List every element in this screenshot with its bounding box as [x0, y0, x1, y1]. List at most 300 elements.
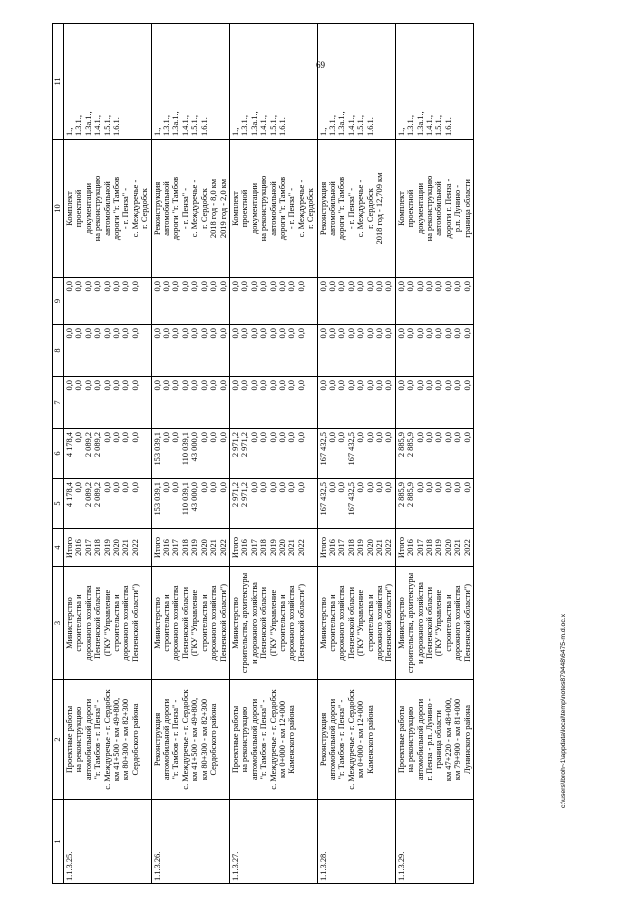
cell-line: 1.4.1.,	[93, 115, 103, 136]
cell-line: 0,0	[93, 328, 103, 339]
indicator-codes-cell	[151, 24, 229, 140]
cell-line: Пензенской области")	[462, 583, 472, 663]
cell-line: 0,0	[259, 482, 269, 493]
cell-line: 0,0	[327, 380, 337, 391]
cell-line: 0,0	[365, 432, 375, 443]
amount-c8-cell	[151, 325, 229, 377]
cell-line: 2 089,2	[93, 432, 103, 458]
cell-line: 2016	[406, 539, 416, 556]
cell-line: 1.3а.1.,	[171, 111, 181, 136]
cell-line: 0,0	[318, 380, 328, 391]
cell-line: 0,0	[346, 328, 356, 339]
cell-line: 0,0	[65, 281, 74, 292]
table-row	[317, 24, 395, 884]
cell-line: 0,0	[230, 328, 240, 339]
cell-line: 0,0	[327, 328, 337, 339]
amount-total-cell	[64, 479, 152, 529]
cell-line: 2018	[93, 539, 103, 556]
cell-line: 1.,	[65, 127, 74, 136]
cell-line: 0,0	[102, 432, 112, 443]
cell-line: 0,0	[415, 281, 425, 292]
cell-line: с. Междуречье -	[296, 179, 306, 238]
cell-line: 1.5.1.,	[268, 115, 278, 136]
cell-line: 0,0	[130, 380, 140, 391]
cell-line: 0,0	[218, 328, 228, 339]
cell-line: 0,0	[277, 432, 287, 443]
cell-line: строительства и	[162, 594, 172, 652]
cell-line: 0,0	[249, 281, 259, 292]
cell-line: Каменского района	[365, 705, 375, 774]
cell-line: 0,0	[268, 328, 278, 339]
year-cell	[395, 529, 473, 567]
cell-line: (ГКУ "Управление	[102, 589, 112, 657]
cell-line: Реконструкция	[318, 712, 328, 767]
cell-line: 0,0	[230, 380, 240, 391]
cell-line: 2019	[356, 539, 366, 556]
cell-line: 1.6.1.	[277, 117, 287, 136]
cell-line: (ГКУ "Управление	[356, 589, 366, 657]
cell-line: 0,0	[268, 482, 278, 493]
cell-line: 1.3а.1.,	[337, 111, 347, 136]
cell-line: 43 000,0	[190, 432, 200, 462]
amount-c7-cell	[151, 377, 229, 429]
cell-line: 0,0	[296, 328, 306, 339]
work-name-cell	[151, 680, 229, 800]
cell-line: 0,0	[296, 281, 306, 292]
cell-line: Реконструкция	[318, 181, 328, 236]
organization-cell	[229, 567, 317, 680]
cell-line: "г. Тамбов - г. Пенза" -	[171, 699, 181, 780]
year-cell	[229, 529, 317, 567]
cell-line: км 0+000 - км 12+000	[356, 700, 366, 779]
cell-line: 2022	[296, 539, 306, 556]
cell-line: 0,0	[425, 380, 435, 391]
cell-line: 0,0	[218, 281, 228, 292]
table-row	[395, 24, 473, 884]
cell-line: 2 885,9	[406, 482, 416, 508]
cell-line: 2 089,2	[83, 432, 93, 458]
cell-line: 0,0	[337, 380, 347, 391]
cell-line: дорожного хозяйства	[375, 585, 384, 661]
cell-line: 0,0	[356, 281, 366, 292]
cell-line: 1.,	[230, 127, 240, 136]
row-id-cell: 1.1.3.27.	[229, 800, 317, 884]
cell-line: документации	[249, 183, 259, 234]
result-description-cell	[317, 140, 395, 278]
cell-line: 1.3а.1.,	[415, 111, 425, 136]
cell-line: 0,0	[240, 380, 250, 391]
cell-line: 0,0	[277, 380, 287, 391]
cell-line: 2019	[268, 539, 278, 556]
table-header	[53, 24, 64, 884]
cell-line: 2019	[434, 539, 444, 556]
cell-line: строительства и	[327, 594, 337, 652]
cell-line: документации	[415, 183, 425, 234]
header-cell: 11	[53, 24, 64, 140]
cell-line: 0,0	[425, 281, 435, 292]
cell-line: 0,0	[384, 432, 394, 443]
amount-c9-cell	[395, 278, 473, 325]
cell-line: 0,0	[384, 281, 394, 292]
cell-line: Пензенской области	[180, 587, 190, 659]
work-name-cell	[317, 680, 395, 800]
cell-line: 0,0	[162, 281, 172, 292]
cell-line: 0,0	[83, 328, 93, 339]
cell-line: 0,0	[180, 380, 190, 391]
cell-line: 0,0	[453, 328, 463, 339]
cell-line: дорожного хозяйства	[209, 585, 219, 661]
cell-line: 0,0	[180, 328, 190, 339]
header-cell: 2	[53, 680, 64, 800]
cell-line: 1.,	[396, 127, 406, 136]
cell-line: с. Междуречье -	[190, 179, 200, 238]
cell-line: 0,0	[365, 328, 375, 339]
cell-line: 0,0	[337, 328, 347, 339]
cell-line: 2 971,2	[230, 482, 240, 508]
cell-line: "г. Тамбов - г. Пенза" -	[93, 699, 103, 780]
program-table	[52, 23, 474, 884]
cell-line: на реконструкцию	[406, 706, 416, 773]
cell-line: Комплект	[230, 191, 240, 226]
header-cell: 9	[53, 278, 64, 325]
cell-line: 0,0	[171, 432, 181, 443]
cell-line: 0,0	[327, 432, 337, 443]
cell-line: 1.5.1.,	[434, 115, 444, 136]
amount-c9-cell	[229, 278, 317, 325]
cell-line: 0,0	[83, 281, 93, 292]
cell-line: - г. Пенза" -	[287, 187, 297, 230]
cell-line: км 80+300 - км 82+300	[199, 698, 209, 781]
cell-line: 2017	[83, 539, 93, 556]
cell-line: 0,0	[171, 380, 181, 391]
amount-c9-cell	[151, 278, 229, 325]
amount-regional-cell	[64, 429, 152, 479]
cell-line: 0,0	[287, 380, 297, 391]
cell-line: 0,0	[327, 281, 337, 292]
cell-line: дорожного хозяйства	[83, 585, 93, 661]
cell-line: 0,0	[415, 482, 425, 493]
cell-line: 0,0	[356, 432, 366, 443]
cell-line: 0,0	[102, 328, 112, 339]
cell-line: 1.6.1.	[199, 117, 209, 136]
cell-line: 1.4.1.,	[259, 115, 269, 136]
cell-line: дороги "г. Тамбов	[112, 176, 122, 241]
cell-line: - г. Пенза" -	[121, 187, 131, 230]
amount-regional-cell	[229, 429, 317, 479]
cell-line: 0,0	[190, 281, 200, 292]
cell-line: 4 178,4	[65, 482, 74, 508]
cell-line: 0,0	[396, 380, 406, 391]
cell-line: автомобильной дороги	[83, 698, 93, 781]
cell-line: 0,0	[240, 328, 250, 339]
cell-line: 0,0	[199, 380, 209, 391]
cell-line: 0,0	[74, 281, 84, 292]
cell-line: 2016	[74, 539, 84, 556]
cell-line: 0,0	[375, 281, 384, 292]
cell-line: 0,0	[406, 380, 416, 391]
cell-line: Проектные работы	[65, 705, 74, 774]
cell-line: 0,0	[277, 281, 287, 292]
cell-line: - г. Пенза" -	[180, 187, 190, 230]
cell-line: Сердобского района	[209, 703, 219, 776]
cell-line: 0,0	[365, 482, 375, 493]
cell-line: 0,0	[199, 281, 209, 292]
organization-cell	[64, 567, 152, 680]
cell-line: км 47+220 - км 48+000,	[443, 697, 453, 782]
cell-line: 0,0	[287, 482, 297, 493]
cell-line: Реконструкция	[152, 712, 162, 767]
cell-line: 2022	[130, 539, 140, 556]
cell-line: Итого	[152, 536, 162, 559]
cell-line: 0,0	[268, 380, 278, 391]
cell-line: 0,0	[337, 432, 347, 443]
cell-line: 0,0	[425, 328, 435, 339]
amount-c9-cell	[317, 278, 395, 325]
cell-line: 0,0	[396, 328, 406, 339]
cell-line: 0,0	[209, 328, 219, 339]
amount-regional-cell	[151, 429, 229, 479]
cell-line: автомобильной дороги	[327, 698, 337, 781]
header-cell: 4	[53, 529, 64, 567]
cell-line: на реконструкцию	[240, 706, 250, 773]
cell-line: 167 432,5	[346, 482, 356, 516]
cell-line: 0,0	[102, 380, 112, 391]
table-row	[151, 24, 229, 884]
work-name-cell	[395, 680, 473, 800]
cell-line: с. Междуречье - г. Сердобск	[180, 689, 190, 790]
row-id-cell: 1.1.3.29.	[395, 800, 473, 884]
cell-line: 0,0	[199, 432, 209, 443]
cell-line: км 79+900 - км 81+000	[453, 698, 463, 781]
cell-line: автомобильной дороги	[162, 698, 172, 781]
cell-line: 2021	[287, 539, 297, 556]
cell-line: 2020	[443, 539, 453, 556]
cell-line: Министерство	[318, 597, 328, 649]
cell-line: 4 178,4	[65, 432, 74, 458]
cell-line: км 41+500 - км 49+800,	[190, 697, 200, 782]
cell-line: 1.3.1.,	[240, 115, 250, 136]
cell-line: 0,0	[121, 380, 131, 391]
amount-c8-cell	[64, 325, 152, 377]
amount-total-cell	[317, 479, 395, 529]
cell-line: с. Междуречье -	[356, 179, 366, 238]
cell-line: Пензенской области	[425, 587, 435, 659]
cell-line: 2018	[259, 539, 269, 556]
indicator-codes-cell	[64, 24, 152, 140]
cell-line: 0,0	[93, 380, 103, 391]
cell-line: Проектные работы	[396, 705, 406, 774]
cell-line: 1.6.1.	[112, 117, 122, 136]
row-id-cell: 1.1.3.28.	[317, 800, 395, 884]
result-description-cell	[395, 140, 473, 278]
cell-line: 2 971,2	[240, 432, 250, 458]
cell-line: 0,0	[384, 380, 394, 391]
cell-line: 1.4.1.,	[425, 115, 435, 136]
cell-line: 0,0	[453, 482, 463, 493]
cell-line: 167 432,5	[318, 482, 328, 516]
cell-line: 0,0	[415, 432, 425, 443]
cell-line: Комплект	[65, 191, 74, 226]
cell-line: 0,0	[162, 328, 172, 339]
cell-line: строительства, архитектуры	[406, 572, 416, 674]
cell-line: 0,0	[199, 482, 209, 493]
cell-line: автомобильной	[268, 181, 278, 236]
cell-line: автомобильной дороги	[415, 698, 425, 781]
cell-line: 0,0	[190, 328, 200, 339]
cell-line: 0,0	[443, 482, 453, 493]
footer-path: c:\users\lbroh~1\appdata\local\temp\notes879448\6475-m.d.oc.x	[560, 613, 567, 808]
cell-line: 2022	[384, 539, 394, 556]
cell-line: 0,0	[296, 432, 306, 443]
cell-line: дорожного хозяйства	[287, 585, 297, 661]
cell-line: 0,0	[434, 432, 444, 443]
cell-line: Сердобского района	[130, 703, 140, 776]
cell-line: 2021	[209, 539, 219, 556]
cell-line: 0,0	[152, 380, 162, 391]
cell-line: 0,0	[240, 281, 250, 292]
cell-line: 0,0	[425, 482, 435, 493]
cell-line: 1.5.1.,	[102, 115, 112, 136]
cell-line: 1.6.1.	[443, 117, 453, 136]
cell-line: 0,0	[249, 482, 259, 493]
cell-line: 0,0	[375, 432, 384, 443]
amount-c7-cell	[317, 377, 395, 429]
cell-line: 0,0	[434, 380, 444, 391]
cell-line: км 80+300 - км 82+300	[121, 698, 131, 781]
cell-line: 167 432,5	[346, 432, 356, 466]
cell-line: 0,0	[102, 281, 112, 292]
cell-line: и дорожного хозяйства	[249, 582, 259, 664]
cell-line: на реконструкцию	[425, 175, 435, 242]
table-row	[229, 24, 317, 884]
cell-line: км 41+500 - км 49+800,	[112, 697, 122, 782]
cell-line: 0,0	[218, 482, 228, 493]
cell-line: 0,0	[259, 432, 269, 443]
cell-line: 2020	[277, 539, 287, 556]
cell-line: 0,0	[209, 432, 219, 443]
header-cell: 10	[53, 140, 64, 278]
cell-line: км 0+000 - км 12+000	[277, 700, 287, 779]
cell-line: 2 089,2	[93, 482, 103, 508]
cell-line: дороги "г. Тамбов	[277, 176, 287, 241]
cell-line: (ГКУ "Управление	[190, 589, 200, 657]
cell-line: Пензенской области	[346, 587, 356, 659]
cell-line: 0,0	[406, 328, 416, 339]
cell-line: Пензенской области")	[218, 583, 228, 663]
cell-line: 2020	[199, 539, 209, 556]
cell-line: 2016	[240, 539, 250, 556]
cell-line: дорожного хозяйства	[453, 585, 463, 661]
cell-line: 0,0	[415, 328, 425, 339]
cell-line: с. Междуречье - г. Сердобск	[102, 689, 112, 790]
rotated-table-wrapper	[52, 24, 617, 884]
cell-line: автомобильной	[102, 181, 112, 236]
cell-line: дороги "г. Тамбов	[171, 176, 181, 241]
cell-line: 2020	[365, 539, 375, 556]
work-name-cell	[229, 680, 317, 800]
result-description-cell	[229, 140, 317, 278]
cell-line: 1.4.1.,	[180, 115, 190, 136]
cell-line: 2017	[415, 539, 425, 556]
cell-line: 0,0	[112, 482, 122, 493]
indicator-codes-cell	[229, 24, 317, 140]
cell-line: 1.5.1.,	[190, 115, 200, 136]
cell-line: 0,0	[162, 380, 172, 391]
cell-line: 2017	[249, 539, 259, 556]
cell-line: 2019	[102, 539, 112, 556]
cell-line: 2 971,2	[230, 432, 240, 458]
cell-line: документации	[83, 183, 93, 234]
cell-line: 0,0	[180, 281, 190, 292]
cell-line: 153 039,1	[152, 482, 162, 516]
cell-line: Проектные работы	[230, 705, 240, 774]
cell-line: 0,0	[384, 328, 394, 339]
cell-line: 0,0	[462, 482, 472, 493]
cell-line: 2018 год - 8,0 км	[209, 178, 219, 239]
cell-line: Министерство	[396, 597, 406, 649]
cell-line: 110 039,1	[180, 432, 190, 466]
cell-line: р.п. Лунино -	[453, 184, 463, 233]
cell-line: 2 885,9	[406, 432, 416, 458]
amount-c7-cell	[395, 377, 473, 429]
header-cell: 8	[53, 325, 64, 377]
cell-line: 0,0	[249, 328, 259, 339]
cell-line: 0,0	[74, 380, 84, 391]
header-cell: 5	[53, 479, 64, 529]
table-body	[64, 24, 474, 884]
cell-line: 2 971,2	[240, 482, 250, 508]
cell-line: 0,0	[268, 281, 278, 292]
cell-line: 0,0	[443, 281, 453, 292]
cell-line: Министерство	[152, 597, 162, 649]
cell-line: 1.3.1.,	[406, 115, 416, 136]
cell-line: на реконструкцию	[74, 706, 84, 773]
cell-line: г. Пенза - р.п. Лунино -	[425, 698, 435, 781]
cell-line: проектной	[406, 189, 416, 228]
cell-line: Лунинского района	[462, 705, 472, 774]
amount-c8-cell	[317, 325, 395, 377]
cell-line: Министерство	[65, 597, 74, 649]
cell-line: 0,0	[190, 380, 200, 391]
cell-line: Пензенской области")	[384, 583, 394, 663]
cell-line: автомобильной	[327, 181, 337, 236]
cell-line: 0,0	[375, 328, 384, 339]
cell-line: 0,0	[356, 380, 366, 391]
cell-line: 0,0	[287, 328, 297, 339]
cell-line: 0,0	[318, 281, 328, 292]
cell-line: 2 885,9	[396, 432, 406, 458]
cell-line: 0,0	[346, 380, 356, 391]
cell-line: 2018 год - 12,709 км	[375, 172, 384, 245]
cell-line: на реконструкцию	[259, 175, 269, 242]
cell-line: 0,0	[462, 432, 472, 443]
cell-line: 0,0	[102, 482, 112, 493]
indicator-codes-cell	[395, 24, 473, 140]
cell-line: на реконструкцию	[93, 175, 103, 242]
amount-c7-cell	[229, 377, 317, 429]
row-id-cell: 1.1.3.25.	[64, 800, 152, 884]
cell-line: 0,0	[443, 328, 453, 339]
amount-total-cell	[395, 479, 473, 529]
cell-line: 0,0	[121, 281, 131, 292]
header-cell: 3	[53, 567, 64, 680]
cell-line: г. Сердобск	[199, 188, 209, 229]
cell-line: 0,0	[249, 432, 259, 443]
cell-line: г. Сердобск	[306, 188, 316, 229]
cell-line: Итого	[65, 536, 74, 559]
cell-line: 0,0	[112, 432, 122, 443]
cell-line: 0,0	[121, 328, 131, 339]
